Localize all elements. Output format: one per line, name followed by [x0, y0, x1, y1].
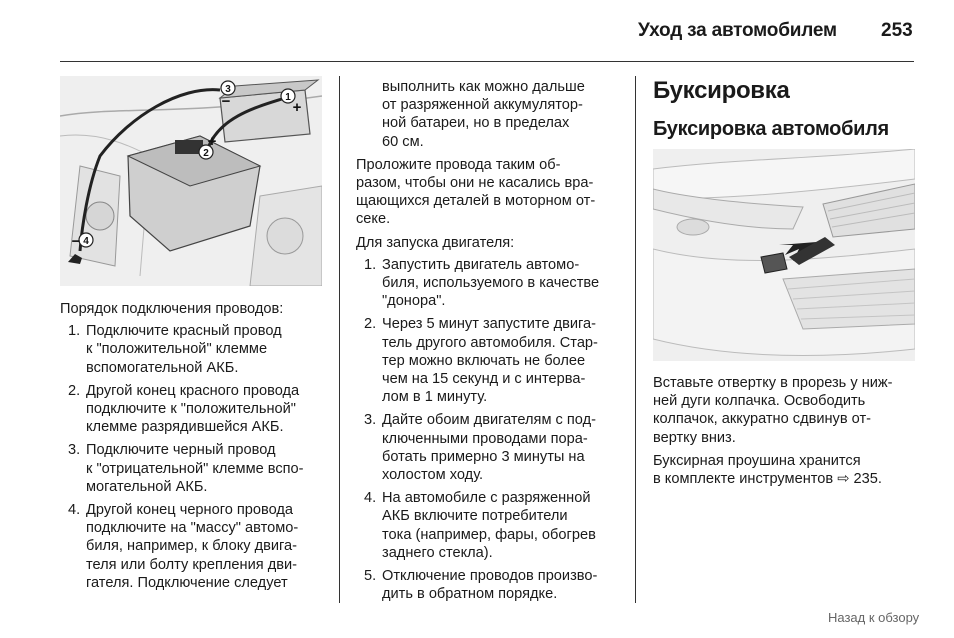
page-number: 253 [881, 20, 913, 41]
step-line: биля, например, к блоку двига- [86, 538, 297, 555]
text-line: ной батареи, но в пределах [382, 115, 570, 132]
back-to-overview-link[interactable]: Назад к обзору [828, 610, 920, 625]
header-rule [60, 61, 914, 62]
wiring-step-1 [60, 322, 332, 377]
plus-sign-discharged: + [207, 133, 217, 150]
step-line: тер можно включать не более [382, 352, 586, 369]
step-line: тель другого автомобиля. Стар- [382, 334, 598, 351]
engine-bay-drawing [60, 76, 322, 286]
step-number: 1. [364, 256, 377, 273]
step-line: биля, используемого в качестве [382, 275, 600, 292]
arrow-right-icon: ⇨ [837, 471, 850, 488]
text-line: 60 см. [382, 133, 424, 150]
step-line: "донора". [382, 293, 446, 310]
text-fragment: в комплекте инструментов [653, 471, 834, 488]
step-line: ботать примерно 3 минуты на [382, 448, 585, 465]
wiring-step-2 [60, 382, 332, 437]
step-line: АКБ включите потребители [382, 508, 568, 525]
step-line: чем на 15 секунд и с интерва- [382, 371, 586, 388]
step-line: к "положительной" клемме [86, 341, 268, 358]
step-number: 3. [364, 412, 377, 429]
text-line: ней дуги колпачка. Освободить [653, 393, 866, 410]
step-line: Подключите черный провод [86, 442, 276, 459]
step-number: 2. [364, 316, 377, 333]
text-line: Проложите провода таким об- [356, 156, 561, 173]
text-line: от разряженной аккумулятор- [382, 97, 583, 114]
step-line: подключите на "массу" автомо- [86, 520, 299, 537]
step-line: тока (например, фары, обогрев [382, 526, 596, 543]
text-line: вертку вниз. [653, 429, 736, 446]
text-line: Буксирная проушина хранится [653, 452, 861, 469]
step-line: вспомогательной АКБ. [86, 359, 239, 376]
text-line: щающихся деталей в моторном от- [356, 193, 596, 210]
text-line: колпачок, аккуратно сдвинув от- [653, 411, 872, 428]
column-divider-2 [635, 76, 636, 603]
start-step-1 [356, 256, 626, 311]
column-1-text [60, 300, 332, 597]
wiring-order-intro: Порядок подключения проводов: [60, 301, 284, 317]
column-divider-1 [339, 76, 340, 603]
callout-1: 1 [285, 92, 291, 103]
step-line: Отключение проводов произво- [382, 568, 598, 585]
tow-cover-paragraph [653, 374, 919, 447]
callout-3: 3 [225, 84, 231, 95]
step-line: Другой конец красного провода [86, 382, 300, 399]
tow-cover-illustration [653, 149, 915, 361]
text-line: Вставьте отвертку в прорезь у ниж- [653, 375, 893, 391]
step-line: заднего стекла). [382, 544, 493, 561]
text-line: секе. [356, 211, 391, 228]
step-line: гателя. Подключение следует [86, 574, 288, 591]
page-reference-number: 235. [853, 471, 882, 488]
step-line: лом в 1 минуту. [382, 389, 488, 406]
step-line: дить в обратном порядке. [382, 586, 558, 603]
start-step-2 [356, 315, 626, 406]
step-line: ключенными проводами пора- [382, 430, 588, 447]
step-number: 4. [364, 490, 377, 507]
step-line: На автомобиле с разряженной [382, 490, 591, 507]
start-step-4 [356, 489, 626, 562]
step-line: Другой конец черного провода [86, 502, 294, 519]
text-line [653, 470, 919, 488]
plus-sign-donor: + [292, 99, 302, 116]
column-3-text [653, 374, 919, 488]
callout-4: 4 [83, 236, 89, 247]
step-number: 2. [68, 382, 81, 399]
page-reference-link[interactable] [837, 471, 882, 487]
text-line: выполнить как можно дальше [382, 79, 585, 95]
step-line: подключите к "положительной" [86, 401, 296, 418]
step-line: к "отрицательной" клемме вспо- [86, 460, 304, 477]
step-line: клемме разрядившейся АКБ. [86, 419, 284, 436]
wiring-step-3 [60, 441, 332, 496]
front-bumper-drawing [653, 149, 915, 361]
start-step-5 [356, 567, 626, 603]
towing-heading: Буксировка [653, 77, 790, 104]
step-number: 1. [68, 323, 81, 340]
step-line: Подключите красный провод [86, 323, 282, 340]
minus-sign-ground: − [71, 233, 81, 250]
text-line: разом, чтобы они не касались вра- [356, 175, 594, 192]
step-line: могательной АКБ. [86, 478, 208, 495]
start-step-3 [356, 411, 626, 484]
step-number: 4. [68, 502, 81, 519]
section-title: Уход за автомобилем [638, 20, 837, 41]
callout-2: 2 [203, 148, 209, 159]
tow-eye-cover [761, 253, 787, 273]
step-line: Через 5 минут запустите двига- [382, 316, 597, 333]
step-line: Запустить двигатель автомо- [382, 256, 580, 273]
towing-subheading: Буксировка автомобиля [653, 118, 889, 140]
engine-start-label: Для запуска двигателя: [356, 234, 515, 251]
cable-routing-paragraph [356, 156, 626, 229]
continued-step-text [356, 78, 626, 151]
tow-eye-paragraph [653, 452, 919, 488]
minus-sign-donor: − [221, 93, 231, 110]
step-number: 5. [364, 568, 377, 585]
wiring-step-4 [60, 501, 332, 592]
step-number: 3. [68, 442, 81, 459]
jump-start-illustration [60, 76, 322, 286]
step-line: Дайте обоим двигателям с под- [382, 412, 596, 429]
step-line: холостом ходу. [382, 467, 484, 484]
step-line: теля или болту крепления дви- [86, 556, 297, 573]
column-2-text [356, 78, 626, 608]
